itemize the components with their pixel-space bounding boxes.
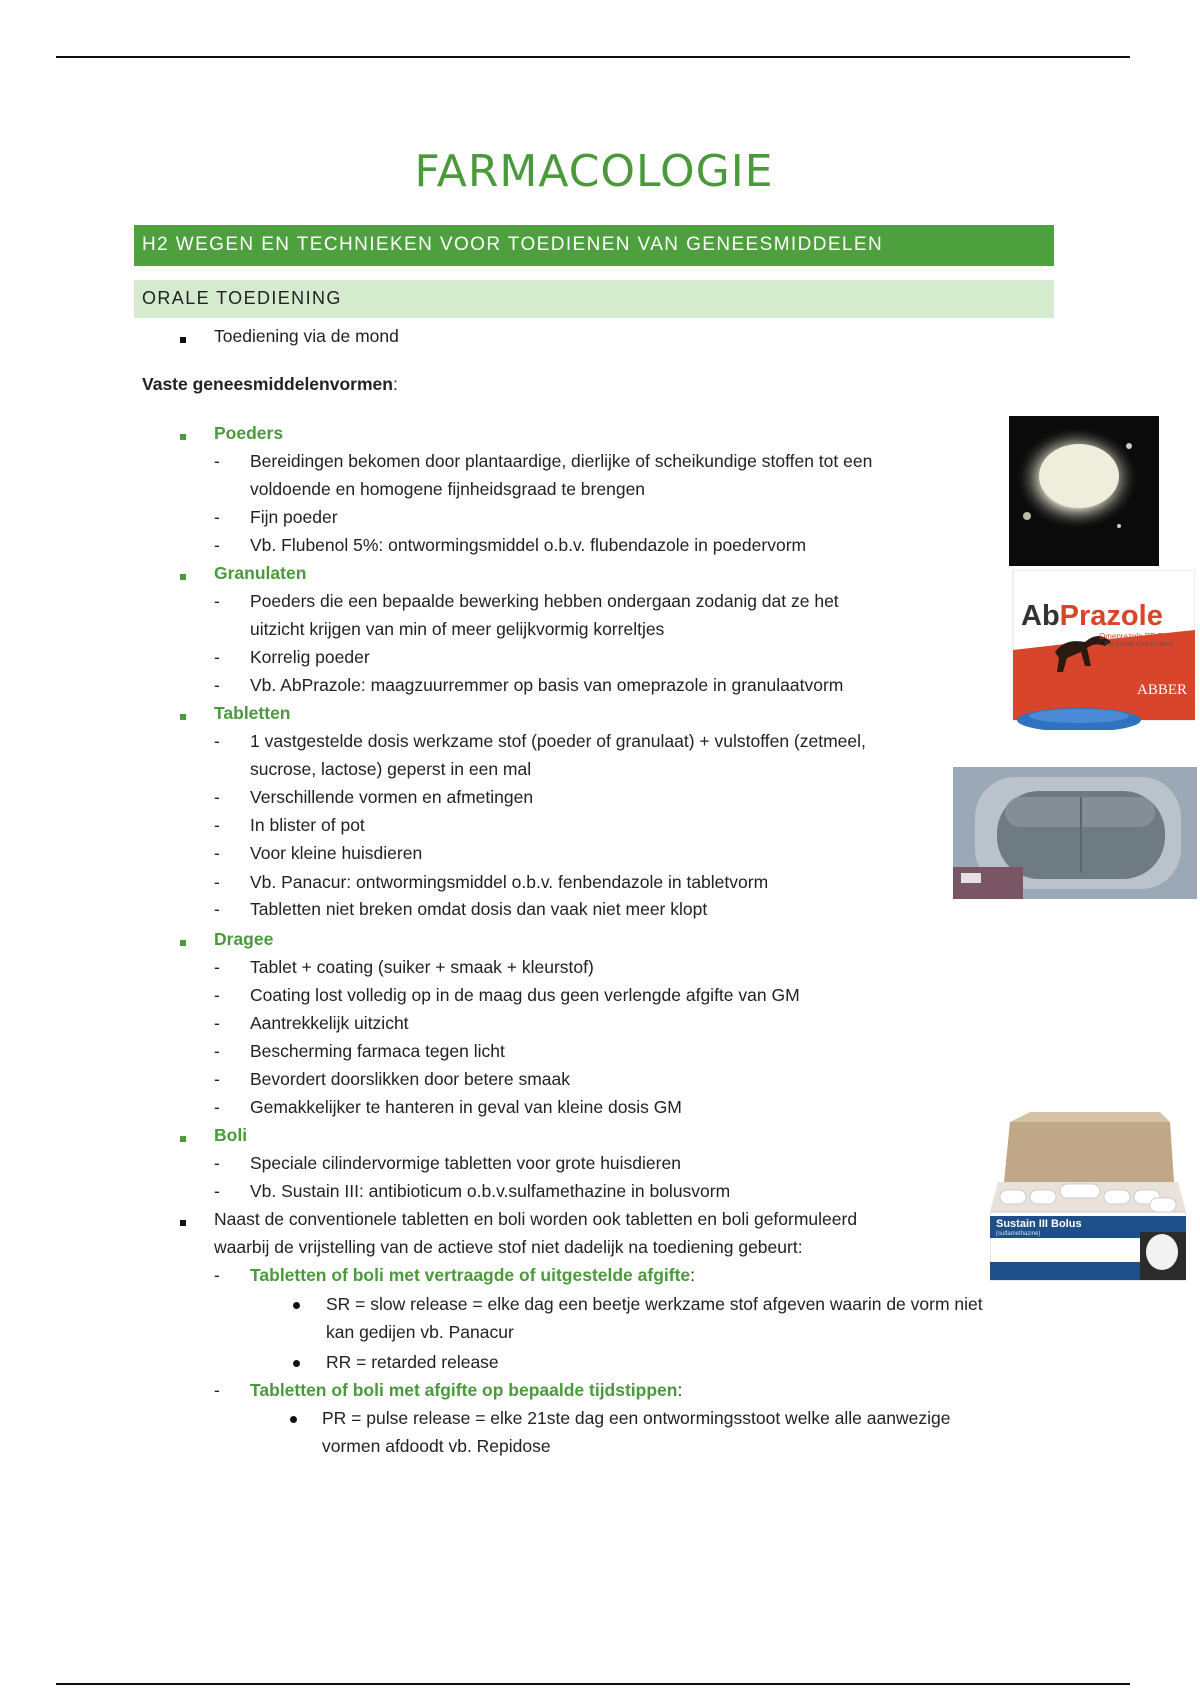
list-item: Bereidingen bekomen door plantaardige, dierlijke of scheikundige stoffen tot een <box>250 451 873 471</box>
list-item: voldoende en homogene fijnheidsgraad te brengen <box>250 479 646 499</box>
intro-bullet-text: Toediening via de mond <box>214 326 399 346</box>
list-item: Tablet + coating (suiker + smaak + kleurstof) <box>250 957 594 977</box>
square-bullet-icon <box>180 337 186 343</box>
delayed-release-heading: Tabletten of boli met vertraagde of uitgestelde afgifte: <box>250 1265 696 1285</box>
list-item: 1 vastgestelde dosis werkzame stof (poeder of granulaat) + vulstoffen (zetmeel, <box>250 731 866 751</box>
round-bullet-icon <box>290 1416 297 1423</box>
list-item: Poeders die een bepaalde bewerking hebben ondergaan zodanig dat ze het <box>250 591 839 611</box>
dash-marker: - <box>214 815 220 835</box>
square-bullet-icon <box>180 434 186 440</box>
list-item: Vb. Sustain III: antibioticum o.b.v.sulfamethazine in bolusvorm <box>250 1181 731 1201</box>
dash-marker: - <box>214 1153 220 1173</box>
list-item: In blister of pot <box>250 815 365 835</box>
sustain-sublabel: (sulfamethazine) <box>996 1231 1041 1237</box>
form-heading-granulaten: Granulaten <box>214 563 307 583</box>
dash-marker: - <box>214 872 220 892</box>
list-item: Bescherming farmaca tegen licht <box>250 1041 505 1061</box>
square-bullet-icon <box>180 574 186 580</box>
round-bullet-icon <box>293 1302 300 1309</box>
dash-marker: - <box>214 1041 220 1061</box>
dash-marker: - <box>214 787 220 807</box>
powder-photo <box>1009 416 1159 566</box>
abprazole-subtitle: Omeprazole BP 700 mg <box>1099 632 1185 641</box>
list-item: uitzicht krijgen van min of meer gelijkvormig korreltjes <box>250 619 665 639</box>
dash-marker: - <box>214 985 220 1005</box>
list-item: RR = retarded release <box>326 1352 499 1372</box>
abprazole-brand: AbPrazole <box>1021 600 1163 632</box>
list-item: Verschillende vormen en afmetingen <box>250 787 534 807</box>
list-item: Vb. AbPrazole: maagzuurremmer op basis van omeprazole in granulaatvorm <box>250 675 844 695</box>
bottom-rule <box>56 1683 1130 1685</box>
list-item: Speciale cilindervormige tabletten voor grote huisdieren <box>250 1153 681 1173</box>
release-intro-line: Naast de conventionele tabletten en boli worden ook tabletten en boli geformuleerd <box>214 1209 858 1229</box>
dash-marker: - <box>214 1013 220 1033</box>
dash-marker: - <box>214 675 220 695</box>
list-item: vormen afdoodt vb. Repidose <box>322 1436 551 1456</box>
timed-release-heading: Tabletten of boli met afgifte op bepaalde tijdstippen: <box>250 1380 683 1400</box>
dash-marker: - <box>214 1069 220 1089</box>
list-item: Fijn poeder <box>250 507 338 527</box>
dash-marker: - <box>214 535 220 555</box>
top-rule <box>56 56 1130 58</box>
round-bullet-icon <box>293 1360 300 1367</box>
chapter-heading: H2 WEGEN EN TECHNIEKEN VOOR TOEDIENEN VAN GENEESMIDDELEN <box>134 225 1054 266</box>
abprazole-package-photo <box>1009 570 1195 730</box>
square-bullet-icon <box>180 1136 186 1142</box>
dash-marker: - <box>214 507 220 527</box>
dash-marker: - <box>214 591 220 611</box>
form-heading-boli: Boli <box>214 1125 248 1145</box>
list-item: Bevordert doorslikken door betere smaak <box>250 1069 571 1089</box>
square-bullet-icon <box>180 714 186 720</box>
dash-marker: - <box>214 647 220 667</box>
list-item: Vb. Flubenol 5%: ontwormingsmiddel o.b.v. flubendazole in poedervorm <box>250 535 807 555</box>
list-item: kan gedijen vb. Panacur <box>326 1322 514 1342</box>
sustain-bolus-box-photo <box>990 1112 1186 1282</box>
list-item: Aantrekkelijk uitzicht <box>250 1013 409 1033</box>
sustain-label: Sustain III Bolus <box>996 1218 1082 1230</box>
solid-forms-heading: Vaste geneesmiddelenvormen: <box>142 374 398 394</box>
list-item: sucrose, lactose) geperst in een mal <box>250 759 532 779</box>
dash-marker: - <box>214 1265 220 1285</box>
list-item: Vb. Panacur: ontwormingsmiddel o.b.v. fenbendazole in tabletvorm <box>250 872 769 892</box>
dash-marker: - <box>214 899 220 919</box>
form-heading-dragee: Dragee <box>214 929 274 949</box>
dash-marker: - <box>214 957 220 977</box>
list-item: Korrelig poeder <box>250 647 370 667</box>
square-bullet-icon <box>180 1220 186 1226</box>
dash-marker: - <box>214 731 220 751</box>
dash-marker: - <box>214 843 220 863</box>
form-heading-tabletten: Tabletten <box>214 703 291 723</box>
square-bullet-icon <box>180 940 186 946</box>
list-item: Coating lost volledig op in de maag dus geen verlengde afgifte van GM <box>250 985 800 1005</box>
abprazole-subtitle-2: For Equine Gastric Ulcers <box>1105 642 1174 648</box>
form-heading-poeders: Poeders <box>214 423 284 443</box>
list-item: SR = slow release = elke dag een beetje werkzame stof afgeven waarin de vorm niet <box>326 1294 983 1314</box>
dash-marker: - <box>214 1181 220 1201</box>
tablet-blister-photo <box>953 767 1197 899</box>
dash-marker: - <box>214 1097 220 1117</box>
list-item: Tabletten niet breken omdat dosis dan vaak niet meer klopt <box>250 899 708 919</box>
abprazole-maker: ABBER <box>1137 682 1188 698</box>
release-intro-line: waarbij de vrijstelling van de actieve stof niet dadelijk na toediening gebeurt: <box>214 1237 803 1257</box>
list-item: Gemakkelijker te hanteren in geval van kleine dosis GM <box>250 1097 682 1117</box>
dash-marker: - <box>214 451 220 471</box>
list-item: Voor kleine huisdieren <box>250 843 423 863</box>
dash-marker: - <box>214 1380 220 1400</box>
page-title: FARMACOLOGIE <box>414 146 774 197</box>
list-item: PR = pulse release = elke 21ste dag een ontwormingsstoot welke alle aanwezige <box>322 1408 951 1428</box>
section-heading: ORALE TOEDIENING <box>134 280 1054 318</box>
